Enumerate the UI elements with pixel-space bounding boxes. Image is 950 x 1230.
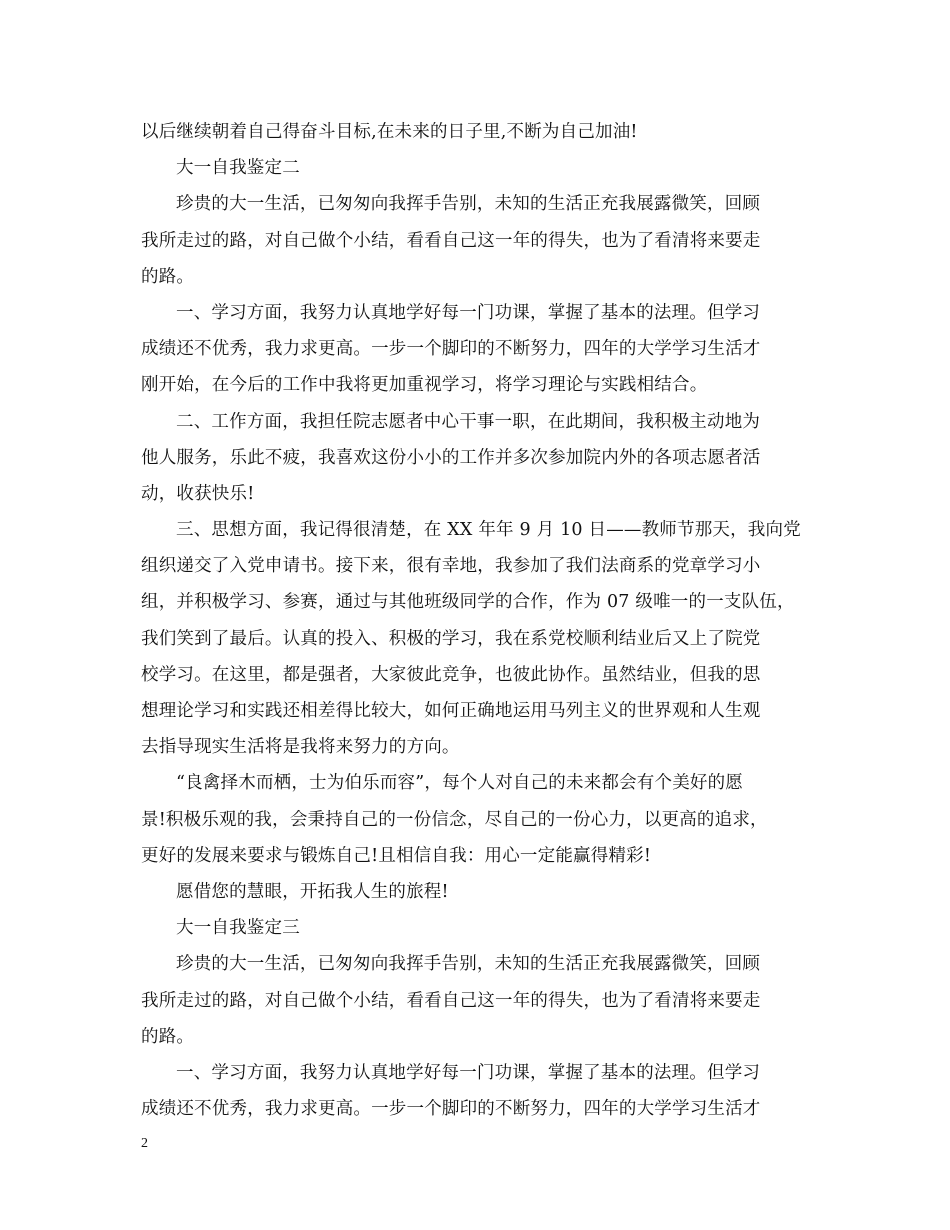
text-line: 的路。 [141, 266, 195, 287]
text-line: 一、学习方面，我努力认真地学好每一门功课，掌握了基本的法理。但学习 [176, 302, 761, 323]
text-line: 刚开始，在今后的工作中我将更加重视学习，将学习理论与实践相结合。 [141, 375, 708, 396]
text-line: 去指导现实生活将是我将来努力的方向。 [141, 737, 460, 758]
text-line: 校学习。在这里，都是强者，大家彼此竞争，也彼此协作。虽然结业，但我的思 [141, 664, 761, 685]
page-number: 2 [141, 1136, 148, 1151]
text-line: 想理论学习和实践还相差得比较大，如何正确地运用马列主义的世界观和人生观 [141, 701, 761, 721]
text-line: 二、工作方面，我担任院志愿者中心干事一职，在此期间，我积极主动地为 [176, 411, 761, 432]
text-line: 的路。 [141, 1026, 195, 1047]
text-line: 三、思想方面，我记得很清楚，在 XX 年年 9 月 10 日——教师节那天，我向党 [176, 520, 801, 541]
text-line: 成绩还不优秀，我力求更高。一步一个脚印的不断努力，四年的大学学习生活才 [141, 339, 761, 360]
text-line: 景!积极乐观的我，会秉持自己的一份信念，尽自己的一份心力，以更高的追求， [141, 809, 768, 830]
text-line: 大一自我鉴定二 [176, 158, 300, 179]
text-line: 我所走过的路，对自己做个小结，看看自己这一年的得失，也为了看清将来要走 [141, 230, 761, 251]
text-line: 我所走过的路，对自己做个小结，看看自己这一年的得失，也为了看清将来要走 [141, 990, 761, 1011]
text-line: 愿借您的慧眼，开拓我人生的旅程! [176, 881, 449, 902]
text-line: 动，收获快乐! [141, 483, 255, 504]
text-line: 成绩还不优秀，我力求更高。一步一个脚印的不断努力，四年的大学学习生活才 [141, 1099, 761, 1120]
text-line: 更好的发展来要求与锻炼自己!且相信自我：用心一定能赢得精彩! [141, 845, 652, 866]
document-body [141, 114, 811, 1127]
text-line: 他人服务，乐此不疲，我喜欢这份小小的工作并多次参加院内外的各项志愿者活 [141, 447, 761, 468]
text-line: 我们笑到了最后。认真的投入、积极的学习，我在系党校顺利结业后又上了院党 [141, 628, 761, 649]
text-line: 组，并积极学习、参赛，通过与其他班级同学的合作，作为 07 级唯一的一支队伍， [141, 592, 795, 613]
text-line: 组织递交了入党申请书。接下来，很有幸地，我参加了我们法商系的党章学习小 [141, 556, 761, 577]
text-line: 珍贵的大一生活，已匆匆向我挥手告别，未知的生活正充我展露微笑，回顾 [176, 954, 761, 975]
text-line: 大一自我鉴定三 [176, 918, 300, 939]
text-line: “良禽择木而栖，士为伯乐而容”，每个人对自己的未来都会有个美好的愿 [176, 773, 743, 794]
text-line: 珍贵的大一生活，已匆匆向我挥手告别，未知的生活正充我展露微笑，回顾 [176, 194, 761, 215]
text-line: 以后继续朝着自己得奋斗目标,在未来的日子里,不断为自己加油! [141, 122, 638, 142]
text-line: 一、学习方面，我努力认真地学好每一门功课，掌握了基本的法理。但学习 [176, 1062, 761, 1083]
